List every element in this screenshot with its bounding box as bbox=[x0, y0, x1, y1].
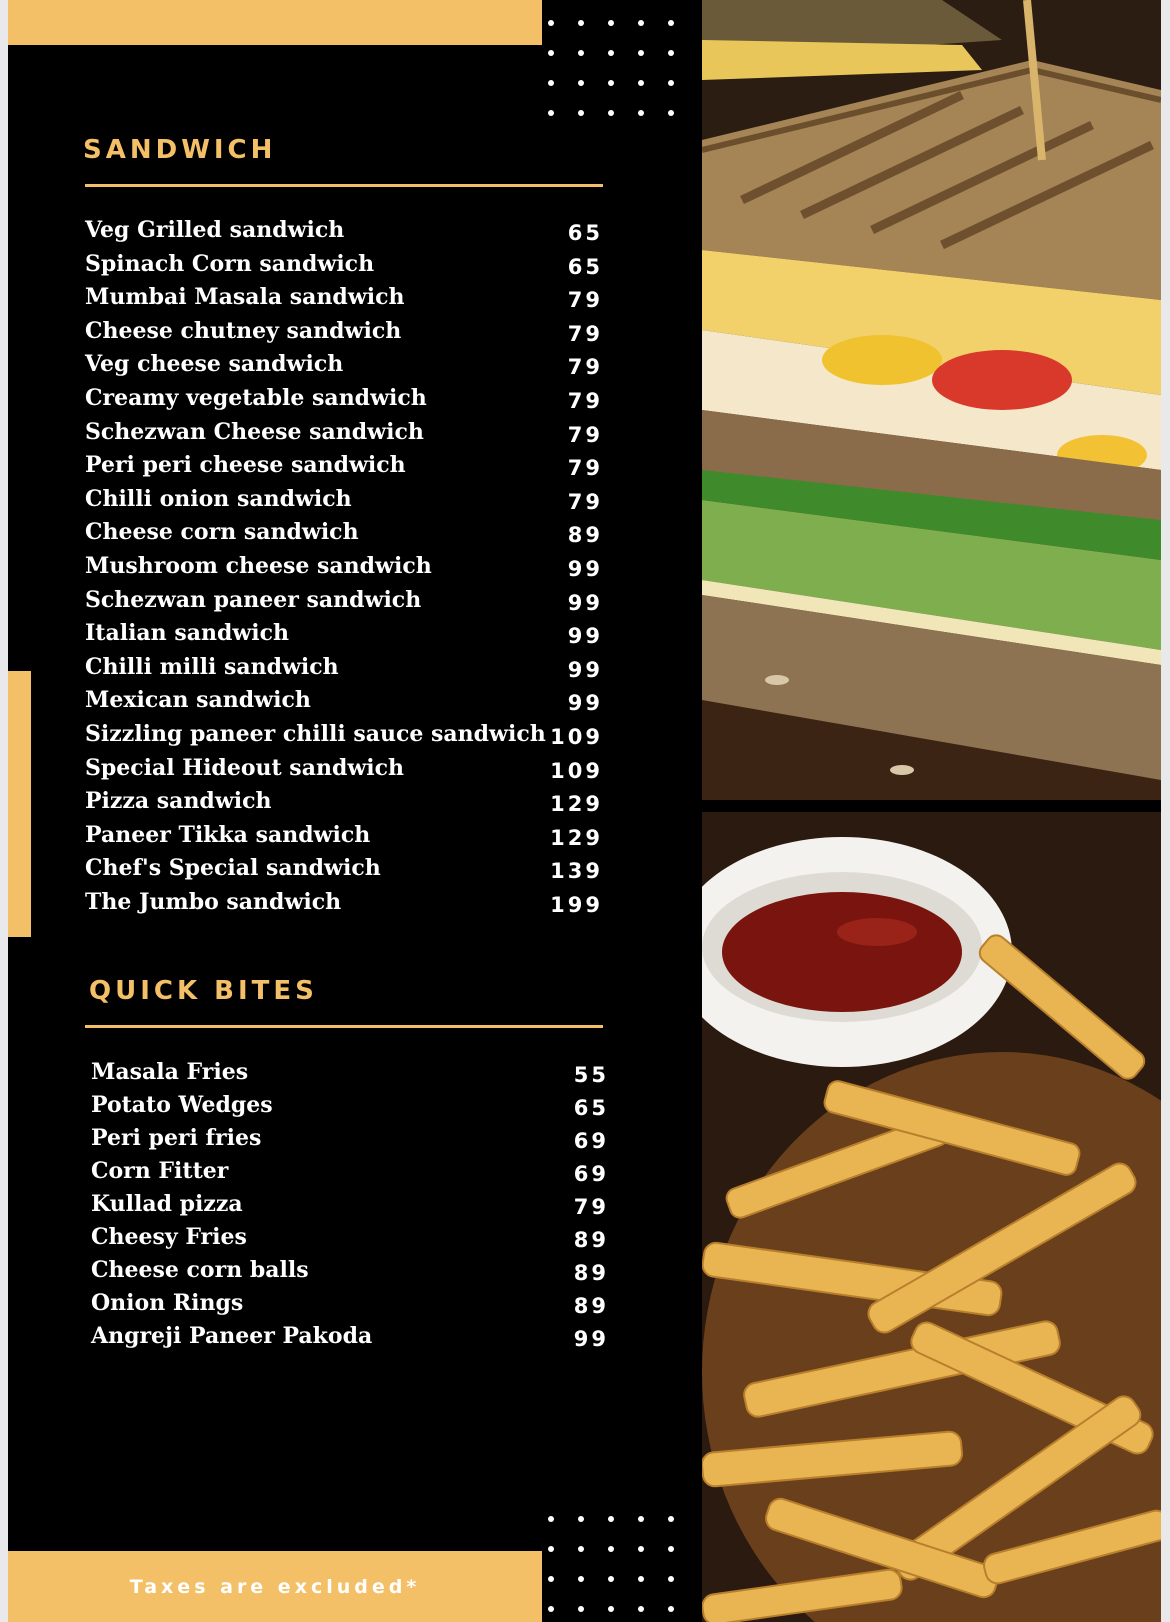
menu-item-name: Chef's Special sandwich bbox=[85, 855, 381, 882]
decorative-dot bbox=[548, 1546, 554, 1552]
menu-item-price: 99 bbox=[567, 590, 603, 615]
menu-item-price: 65 bbox=[567, 221, 603, 245]
sandwich-photo bbox=[702, 0, 1161, 800]
menu-item bbox=[85, 822, 603, 852]
menu-item-price: 89 bbox=[573, 1261, 609, 1285]
menu-item-name: Corn Fitter bbox=[91, 1158, 229, 1184]
menu-item bbox=[85, 620, 603, 650]
menu-item bbox=[85, 284, 603, 314]
fries-photo bbox=[702, 812, 1161, 1622]
menu-item-price: 99 bbox=[567, 657, 603, 682]
menu-item-price: 109 bbox=[550, 725, 603, 749]
decorative-dot bbox=[548, 20, 554, 26]
dot-pattern-top bbox=[548, 20, 708, 120]
tax-note: Taxes are excluded* bbox=[129, 1575, 421, 1598]
menu-item-price: 89 bbox=[573, 1294, 609, 1318]
decorative-dot bbox=[608, 1606, 614, 1612]
decorative-dot bbox=[668, 1576, 674, 1582]
decorative-dot bbox=[668, 80, 674, 86]
sandwich-illustration bbox=[702, 0, 1161, 800]
section-divider-quick-bites bbox=[85, 1025, 603, 1028]
menu-item-name: Peri peri fries bbox=[91, 1125, 262, 1151]
menu-item bbox=[85, 855, 603, 885]
sandwich-list bbox=[85, 217, 603, 917]
decorative-dot bbox=[668, 50, 674, 56]
decorative-dot bbox=[668, 20, 674, 26]
menu-item-price: 65 bbox=[567, 254, 603, 279]
menu-item bbox=[85, 486, 603, 516]
menu-item-price: 129 bbox=[550, 825, 603, 850]
side-accent-bar bbox=[8, 671, 31, 937]
menu-item bbox=[85, 251, 603, 281]
menu-item-name: Italian sandwich bbox=[85, 620, 290, 647]
decorative-dot bbox=[638, 80, 644, 86]
menu-item bbox=[85, 788, 603, 818]
menu-item bbox=[91, 1224, 609, 1254]
menu-item bbox=[85, 889, 603, 919]
menu-item-name: Special Hideout sandwich bbox=[85, 754, 405, 781]
menu-item-name: Creamy vegetable sandwich bbox=[85, 385, 427, 411]
menu-item-name: Peri peri cheese sandwich bbox=[85, 452, 406, 479]
menu-item-price: 109 bbox=[550, 758, 603, 783]
menu-item-price: 79 bbox=[573, 1195, 609, 1219]
section-title-quick-bites: QUICK BITES bbox=[89, 976, 318, 1006]
menu-item bbox=[85, 318, 603, 348]
menu-item-price: 199 bbox=[550, 893, 603, 917]
menu-item-name: Veg cheese sandwich bbox=[85, 351, 344, 378]
menu-item-name: Cheese corn balls bbox=[91, 1257, 309, 1283]
decorative-dot bbox=[548, 80, 554, 86]
menu-item-price: 79 bbox=[567, 389, 603, 413]
decorative-dot bbox=[638, 110, 644, 116]
menu-item-name: Angreji Paneer Pakoda bbox=[91, 1323, 373, 1349]
decorative-dot bbox=[608, 110, 614, 116]
menu-item-price: 79 bbox=[567, 321, 603, 346]
menu-item-name: Cheesy Fries bbox=[91, 1224, 247, 1250]
decorative-dot bbox=[548, 1576, 554, 1582]
section-title-sandwich: SANDWICH bbox=[83, 135, 277, 165]
decorative-dot bbox=[578, 110, 584, 116]
menu-item-name: Chilli onion sandwich bbox=[85, 485, 352, 512]
menu-item-name: Schezwan paneer sandwich bbox=[85, 586, 422, 613]
menu-item-price: 99 bbox=[567, 691, 603, 716]
decorative-dot bbox=[668, 110, 674, 116]
fries-illustration bbox=[702, 812, 1161, 1622]
menu-page bbox=[8, 0, 1161, 1622]
menu-item bbox=[85, 217, 603, 247]
decorative-dot bbox=[548, 1606, 554, 1612]
menu-item-price: 139 bbox=[550, 859, 603, 884]
menu-item bbox=[91, 1059, 609, 1089]
menu-item-price: 79 bbox=[567, 489, 603, 514]
menu-item-name: Mumbai Masala sandwich bbox=[85, 284, 405, 311]
menu-item bbox=[91, 1290, 609, 1320]
decorative-dot bbox=[578, 1606, 584, 1612]
menu-item bbox=[85, 452, 603, 482]
menu-item-price: 69 bbox=[573, 1129, 609, 1153]
menu-item-name: Paneer Tikka sandwich bbox=[85, 821, 371, 848]
menu-item bbox=[85, 721, 603, 751]
decorative-dot bbox=[668, 1606, 674, 1612]
decorative-dot bbox=[608, 20, 614, 26]
decorative-dot bbox=[578, 1546, 584, 1552]
menu-item-price: 129 bbox=[550, 792, 603, 817]
menu-item-name: Veg Grilled sandwich bbox=[85, 217, 345, 243]
decorative-dot bbox=[578, 20, 584, 26]
menu-item-price: 89 bbox=[573, 1228, 609, 1252]
menu-item-price: 55 bbox=[573, 1063, 609, 1087]
menu-item-name: Masala Fries bbox=[91, 1059, 249, 1085]
menu-item bbox=[85, 419, 603, 449]
menu-item bbox=[91, 1191, 609, 1221]
decorative-dot bbox=[668, 1516, 674, 1522]
menu-item-price: 99 bbox=[573, 1327, 609, 1351]
menu-item-name: Onion Rings bbox=[91, 1290, 244, 1316]
decorative-dot bbox=[548, 1516, 554, 1522]
menu-item bbox=[85, 755, 603, 785]
decorative-dot bbox=[608, 1576, 614, 1582]
quick-bites-list bbox=[91, 1059, 609, 1369]
menu-item-name: The Jumbo sandwich bbox=[85, 889, 342, 915]
menu-item-price: 79 bbox=[567, 456, 603, 481]
menu-item-price: 79 bbox=[567, 422, 603, 447]
menu-item bbox=[91, 1158, 609, 1188]
decorative-dot bbox=[638, 20, 644, 26]
decorative-dot bbox=[608, 80, 614, 86]
decorative-dot bbox=[638, 1576, 644, 1582]
top-accent-bar bbox=[8, 0, 542, 45]
decorative-dot bbox=[608, 1546, 614, 1552]
decorative-dot bbox=[638, 1546, 644, 1552]
menu-item-name: Potato Wedges bbox=[91, 1092, 273, 1118]
menu-item bbox=[85, 519, 603, 549]
menu-item bbox=[85, 553, 603, 583]
decorative-dot bbox=[578, 1516, 584, 1522]
decorative-dot bbox=[608, 50, 614, 56]
decorative-dot bbox=[638, 1606, 644, 1612]
menu-item-name: Cheese chutney sandwich bbox=[85, 317, 402, 344]
menu-item bbox=[91, 1257, 609, 1287]
menu-item-name: Mexican sandwich bbox=[85, 687, 311, 714]
menu-item bbox=[91, 1092, 609, 1122]
decorative-dot bbox=[668, 1546, 674, 1552]
menu-item bbox=[85, 687, 603, 717]
footer-bar bbox=[8, 1551, 542, 1622]
section-divider-sandwich bbox=[85, 184, 603, 187]
menu-item-name: Schezwan Cheese sandwich bbox=[85, 418, 424, 445]
menu-item-price: 89 bbox=[567, 523, 603, 548]
decorative-dot bbox=[578, 50, 584, 56]
menu-item-price: 79 bbox=[567, 355, 603, 380]
decorative-dot bbox=[638, 1516, 644, 1522]
menu-item bbox=[91, 1323, 609, 1353]
menu-item-price: 65 bbox=[573, 1096, 609, 1120]
menu-item-name: Kullad pizza bbox=[91, 1191, 243, 1217]
menu-item-name: Sizzling paneer chilli sauce sandwich bbox=[85, 721, 546, 747]
menu-item-name: Cheese corn sandwich bbox=[85, 519, 359, 546]
menu-item-name: Mushroom cheese sandwich bbox=[85, 553, 432, 579]
menu-item bbox=[85, 385, 603, 415]
menu-item-name: Pizza sandwich bbox=[85, 788, 272, 815]
decorative-dot bbox=[578, 80, 584, 86]
menu-item-price: 69 bbox=[573, 1162, 609, 1186]
menu-item-name: Chilli milli sandwich bbox=[85, 653, 339, 680]
dot-pattern-bottom bbox=[548, 1516, 708, 1622]
menu-item-price: 79 bbox=[567, 288, 603, 313]
menu-item bbox=[91, 1125, 609, 1155]
menu-item bbox=[85, 351, 603, 381]
menu-item-price: 99 bbox=[567, 557, 603, 581]
decorative-dot bbox=[548, 50, 554, 56]
menu-item-price: 99 bbox=[567, 624, 603, 649]
menu-item bbox=[85, 587, 603, 617]
decorative-dot bbox=[548, 110, 554, 116]
decorative-dot bbox=[608, 1516, 614, 1522]
menu-item bbox=[85, 654, 603, 684]
decorative-dot bbox=[638, 50, 644, 56]
menu-item-name: Spinach Corn sandwich bbox=[85, 250, 375, 277]
decorative-dot bbox=[578, 1576, 584, 1582]
